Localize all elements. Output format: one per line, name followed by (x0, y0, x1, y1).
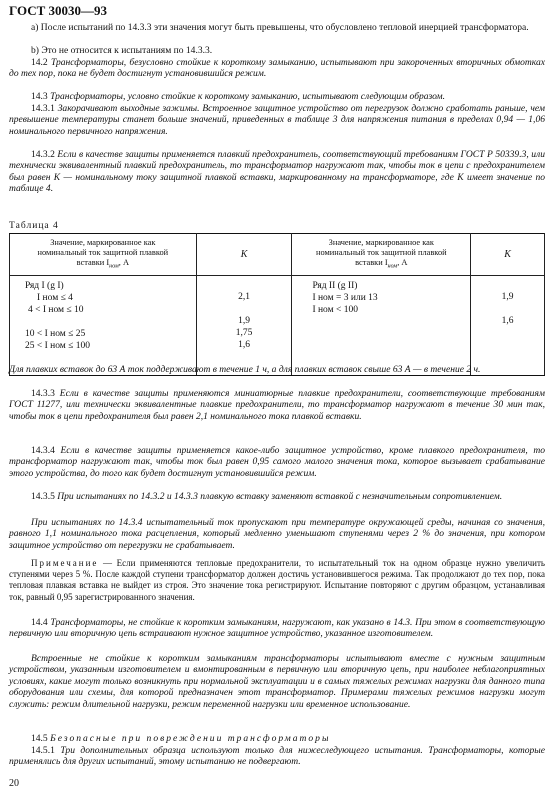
page-header-title: ГОСТ 30030—93 (9, 3, 108, 18)
col1-header: Значение, маркированное как номинальный ток защитной плавкой вставки $I_{ном}$, А (10, 234, 197, 276)
range-row (25, 317, 196, 329)
clause-text: Трансформаторы, условно стойкие к короткому замыканию, испытывают следующим образом. (50, 91, 446, 102)
group-label: Ряд I (g I) (25, 281, 64, 291)
range-row: 25 < I ном ≤ 100 (25, 340, 91, 351)
clause-number: 14.3.4 (31, 445, 55, 456)
col2-header: K (196, 234, 292, 276)
k-value: 1,6 (501, 315, 514, 326)
paragraph-builtin: Встроенные не стойкие к коротким замыканиям трансформаторы испытывают вместе с нужным защитным устройством, указанным изготовителем и вмонтированным в первичную или вторичную цепь, при наиболее неблагоприятных условиях, какие могут только возникнуть при нормальной эксплуатации и в самых тяжелых режимах нагрузки для данного типа оборудования или схемы, для которой предназначен этот трансформатор. Примерами тяжелых режимов нагрузки могут служить: режим длительной нагрузки, режим переменной нагрузки или временное использование. (9, 653, 545, 710)
paragraph-14-3-4-test: При испытаниях по 14.3.4 испытательный ток пропускают при температуре окружающей среды, начиная со значения, равного 1,1 номинального тока расцепления, который медленно уменьшают ступенями через 2 % до значения, при котором защитное устройство от перегрузки не срабатывает. (9, 517, 545, 551)
table-4 (9, 233, 545, 376)
note-label: Примечание (31, 558, 99, 568)
clause-text: Если в качестве защиты применяется какое-либо защитное устройство, кроме плавкого предохранителя, то трансформатор нагружают так, чтобы ток был равен 0,95 самого малого значения тока, которое вызывает срабатывание этого устройства, до того как будет достигнут установившийся режим. (9, 445, 545, 479)
group-label: Ряд II (g II) (312, 281, 358, 291)
col4-header: K (471, 234, 545, 276)
clause-text: Трансформаторы, безусловно стойкие к короткому замыканию, испытывают при закороченных вторичных обмотках до тех пор, пока не будет достигнут установившийся режим. (9, 57, 545, 80)
paragraph-14-5-1 (9, 745, 545, 768)
paragraph-14-3-3 (9, 388, 545, 422)
paragraph-14-3-5 (9, 491, 545, 502)
k-value: 1,9 (238, 315, 250, 326)
col3-header: Значение, маркированное как номинальный ток защитной плавкой вставки $I_{ном}$, А (292, 234, 471, 276)
table-header-row (10, 234, 545, 276)
range-row: I ном = 3 или 13 (312, 292, 378, 303)
clause-number: 14.3.3 (31, 388, 55, 399)
clause-text: Если в качестве защиты применяются миниатюрные плавкие предохранители, соответствующие требованиям ГОСТ 11277, или технически эквивалентные плавкие предохранители, то трансформатор нагружают в течение 30 мин так, чтобы ток в цепи предохранителя был равен 2,1 номинального тока плавкой вставки. (9, 388, 545, 422)
clause-number: 14.3 (31, 91, 48, 102)
section-heading: Безопасные при повреждении трансформаторы (50, 733, 331, 744)
right-k-cell (471, 276, 545, 376)
clause-number: 14.3.5 (31, 491, 55, 502)
clause-text: Закорачивают выходные зажимы. Встроенное защитное устройство от перегрузок должно сработать раньше, чем превышение температуры станет больше значений, приведенных в таблице 3 для напряжения питания в пределах 0,94 — 1,06 номинального первичного напряжения. (9, 103, 546, 137)
paragraph-14-3-4 (9, 445, 545, 479)
left-values-cell (10, 276, 197, 376)
clause-text: Трансформаторы, не стойкие к коротким замыканиям, нагружают, как указано в 14.3. При этом в соответствующую первичную или вторичную цепь встраивают нужное защитное устройство, указанное изготовителем. (9, 617, 545, 640)
clause-number: 14.3.1 (31, 103, 55, 114)
table-body-row (10, 276, 545, 376)
clause-text: Три дополнительных образца используют только для нижеследующего испытания. Трансформаторы, которые применялись для других испытаний, этому испытанию не подвергают. (9, 745, 545, 768)
note (9, 558, 545, 603)
paragraph-14-5 (9, 733, 545, 744)
k-value: 1,75 (235, 327, 253, 338)
range-row: I ном < 100 (312, 304, 358, 315)
range-row: 4 < I ном ≤ 10 (28, 304, 84, 315)
k-value: 1,9 (501, 292, 514, 302)
paragraph-b: b) Это не относится к испытаниям по 14.3.3. (31, 45, 213, 56)
k-value: 1,6 (238, 339, 250, 350)
paragraph-a: а) После испытаний по 14.3.3 эти значения могут быть превышены, что обусловлено тепловой инерцией трансформатора. (31, 22, 529, 33)
clause-number: 14.3.2 (31, 149, 55, 160)
left-k-cell (196, 276, 292, 376)
paragraph-14-3-1 (9, 103, 545, 137)
k-value (197, 304, 292, 316)
k-value: 2,1 (238, 292, 250, 302)
k-value (471, 304, 544, 316)
right-values-cell (292, 276, 471, 376)
page-number: 20 (9, 778, 19, 789)
clause-text: При испытаниях по 14.3.2 и 14.3.3 плавкую вставку заменяют вставкой с незначительным сопротивлением. (57, 491, 503, 502)
paragraph-14-4 (9, 617, 545, 640)
clause-number: 14.5 (31, 733, 48, 744)
paragraph-14-2 (9, 57, 545, 80)
table-caption: Таблица 4 (9, 220, 59, 231)
clause-number: 14.5.1 (31, 745, 55, 756)
clause-number: 14.2 (31, 57, 48, 68)
paragraph-14-3-2 (9, 149, 545, 195)
clause-text: Если в качестве защиты применяется плавкий предохранитель, соответствующий требованиям ГОСТ Р 50339.3, или технически эквивалентный плавкий предохранитель, то трансформатор нагружают так, чтобы ток в цепи с предохранителем был равен K — номинальному току защитной плавкой вставки, маркированному на трансформаторе, где K имеет значение по таблице 4. (9, 149, 545, 195)
paragraph-14-3 (9, 91, 545, 102)
range-row: 10 < I ном ≤ 25 (25, 328, 86, 339)
range-row: I ном ≤ 4 (37, 292, 73, 303)
paragraph-duration: Для плавких вставок до 63 А ток поддерживают в течение 1 ч, а для плавких вставок свыше 63 А — в течение 2 ч. (9, 364, 481, 375)
note-text: — Если применяются тепловые предохранители, то испытательный ток на одном образце нужно увеличить ступенями через 5 %. После каждой ступени трансформатор должен достичь установившегося режима. Так продолжают до тех пор, пока тепловая плавкая вставка не выйдет из строя. Это значение тока регистрируют. Испытание повторяют с другим образцом, устанавливая ток, равный 0,95 зарегистрированного значения. (9, 558, 545, 602)
clause-number: 14.4 (31, 617, 48, 628)
